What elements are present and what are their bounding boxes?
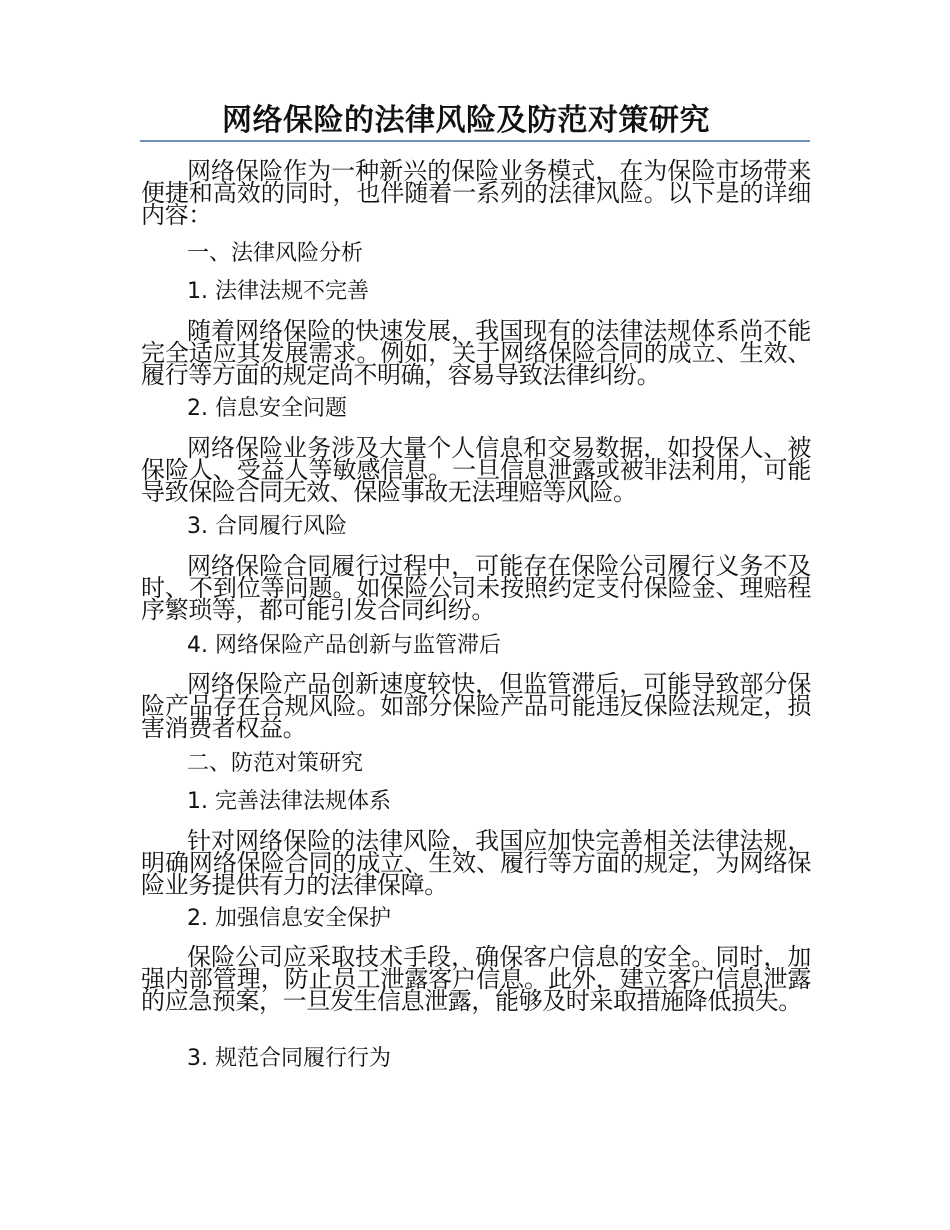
- paragraph-improve-legal-system: 针对网络保险的法律风险，我国应加快完善相关法律法规，明确网络保险合同的成立、生效、履行等方面的规定，为网络保险业务提供有力的法律保障。: [141, 827, 811, 899]
- subheading-regulate-contract-performance: 3. 规范合同履行行为: [187, 1046, 391, 1071]
- subheading-contract-performance-risk: 3. 合同履行风险: [187, 514, 347, 539]
- document-title: 网络保险的法律风险及防范对策研究: [222, 103, 710, 138]
- title-underline: [140, 102, 810, 142]
- subheading-laws-incomplete: 1. 法律法规不完善: [187, 279, 369, 304]
- section-heading-prevention-countermeasures: 二、防范对策研究: [187, 751, 364, 776]
- paragraph-contract-performance-risk: 网络保险合同履行过程中，可能存在保险公司履行义务不及时、不到位等问题。如保险公司未按照约定支付保险金、理赔程序繁琐等，都可能引发合同纠纷。: [141, 552, 811, 624]
- intro-paragraph: 网络保险作为一种新兴的保险业务模式，在为保险市场带来便捷和高效的同时，也伴随着一系列的法律风险。以下是的详细内容：: [141, 157, 811, 229]
- subheading-strengthen-information-security: 2. 加强信息安全保护: [187, 906, 391, 931]
- paragraph-innovation-regulation-lag: 网络保险产品创新速度较快，但监管滞后，可能导致部分保险产品存在合规风险。如部分保险产品可能违反保险法规定，损害消费者权益。: [141, 670, 811, 742]
- paragraph-laws-incomplete: 随着网络保险的快速发展，我国现有的法律法规体系尚不能完全适应其发展需求。例如，关于网络保险合同的成立、生效、履行等方面的规定尚不明确，容易导致法律纠纷。: [141, 317, 811, 389]
- subheading-information-security: 2. 信息安全问题: [187, 396, 347, 421]
- section-heading-legal-risk-analysis: 一、法律风险分析: [187, 241, 364, 266]
- subheading-improve-legal-system: 1. 完善法律法规体系: [187, 789, 391, 814]
- paragraph-information-security: 网络保险业务涉及大量个人信息和交易数据，如投保人、被保险人、受益人等敏感信息。一旦信息泄露或被非法利用，可能导致保险合同无效、保险事故无法理赔等风险。: [141, 434, 811, 506]
- subheading-innovation-regulation-lag: 4. 网络保险产品创新与监管滞后: [187, 633, 501, 658]
- paragraph-strengthen-information-security: 保险公司应采取技术手段，确保客户信息的安全。同时，加强内部管理，防止员工泄露客户信息。此外，建立客户信息泄露的应急预案，一旦发生信息泄露，能够及时采取措施降低损失。: [141, 943, 811, 1015]
